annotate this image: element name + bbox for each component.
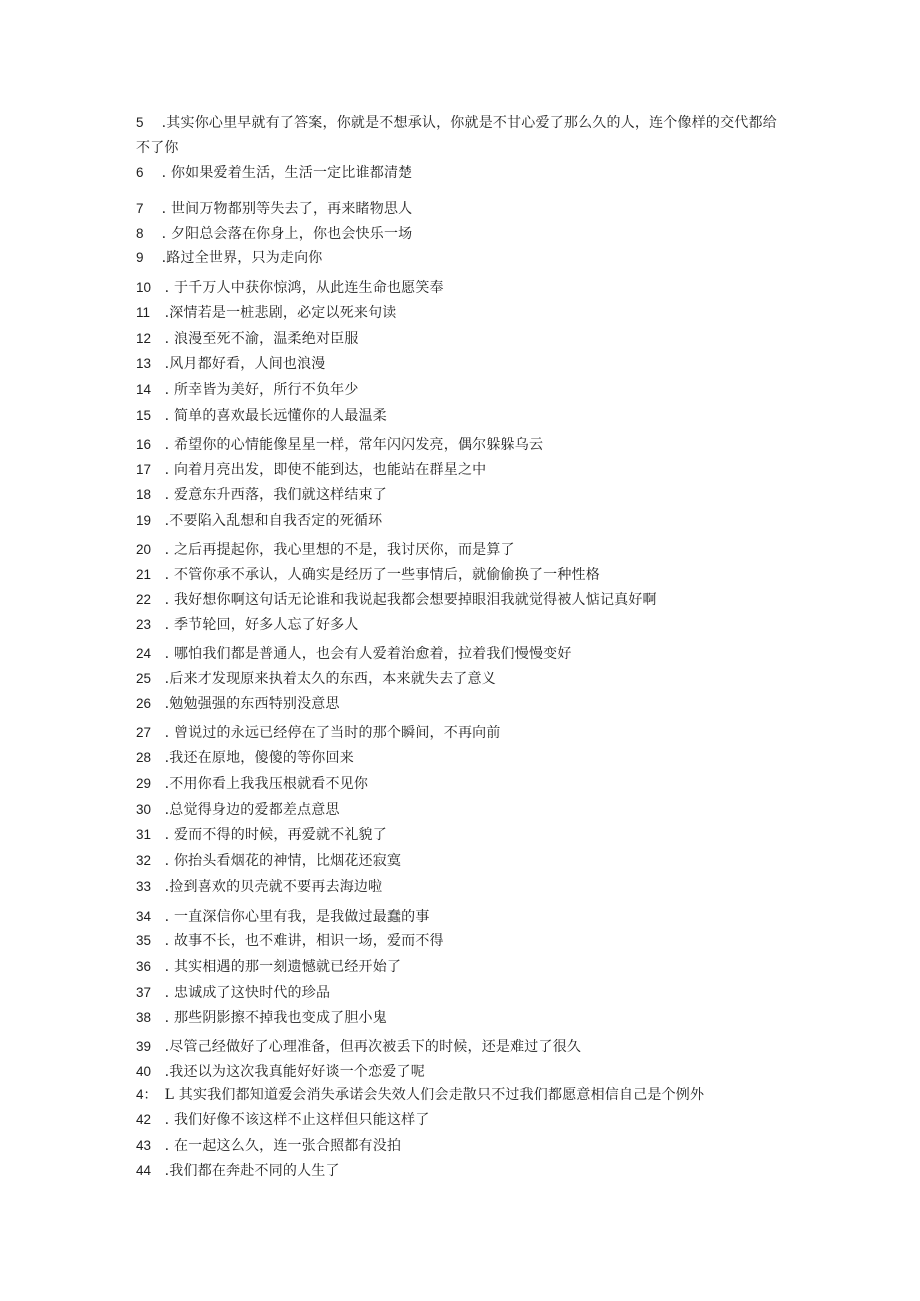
item-number: 23 <box>136 617 152 632</box>
item-text: .路过全世界，只为走向你 <box>157 250 323 266</box>
list-item <box>136 874 796 900</box>
item-number: 36 <box>136 959 152 974</box>
item-number: 44 <box>136 1163 152 1178</box>
item-text: . 其实相遇的那一刻遗憾就已经开始了 <box>160 959 402 975</box>
item-text: .风月都好看，人间也浪漫 <box>160 356 326 372</box>
list-item <box>136 300 796 326</box>
item-text: . 故事不长，也不难讲，相识一场，爱而不得 <box>160 933 444 949</box>
list-item <box>136 822 796 848</box>
list-item <box>136 666 796 692</box>
item-number: 26 <box>136 696 152 711</box>
item-number: 6 <box>136 165 144 180</box>
item-number: 27 <box>136 725 152 740</box>
list-item <box>136 928 796 954</box>
item-number: 25 <box>136 671 152 686</box>
item-number: 5 <box>136 115 144 130</box>
item-text: .我还在原地，傻傻的等你回来 <box>160 750 354 766</box>
item-number: 17 <box>136 462 152 477</box>
item-number: 24 <box>136 646 152 661</box>
list-item <box>136 848 796 874</box>
list-item <box>136 562 796 588</box>
item-text: . 世间万物都别等失去了，再来睹物思人 <box>157 201 413 217</box>
item-number: 19 <box>136 513 152 528</box>
item-text: . 我们好像不该这样不止这样但只能这样了 <box>160 1112 430 1128</box>
list-item <box>136 1133 796 1159</box>
item-text: . 简单的喜欢最长远懂你的人最温柔 <box>160 408 387 424</box>
list-item <box>136 403 796 429</box>
list-item <box>136 904 796 930</box>
item-number: 8 <box>136 226 144 241</box>
list-item <box>136 537 796 563</box>
list-item <box>136 160 796 186</box>
item-number: 30 <box>136 802 152 817</box>
item-number: 12 <box>136 331 152 346</box>
list-item <box>136 797 796 823</box>
item-number: 16 <box>136 437 152 452</box>
item-number: 33 <box>136 879 152 894</box>
list-item <box>136 1158 796 1184</box>
item-text: .其实你心里早就有了答案，你就是不想承认，你就是不甘心爱了那么久的人，连个像样的交代都给不了你 <box>136 115 777 156</box>
list-item <box>136 457 796 483</box>
item-number: 7 <box>136 201 144 216</box>
item-number: 40 <box>136 1064 152 1079</box>
list-item <box>136 1005 796 1031</box>
list-item <box>136 482 796 508</box>
list-item <box>136 980 796 1006</box>
item-number: 10 <box>136 280 152 295</box>
list-item <box>136 691 796 717</box>
list-item <box>136 221 796 247</box>
list-item <box>136 771 796 797</box>
list-item <box>136 245 796 271</box>
list-item <box>136 720 796 746</box>
item-number: 11 <box>136 305 151 320</box>
list-item <box>136 1034 796 1060</box>
item-number: 38 <box>136 1010 152 1025</box>
item-number: 39 <box>136 1039 152 1054</box>
item-number: 13 <box>136 356 152 371</box>
item-text: . 在一起这么久，连一张合照都有没拍 <box>160 1138 402 1154</box>
item-text: .后来才发现原来执着太久的东西，本来就失去了意义 <box>160 671 496 687</box>
item-number: 9 <box>136 250 144 265</box>
list-item <box>136 587 796 613</box>
item-text: . 于千万人中获你惊鸿，从此连生命也愿笑奉 <box>160 280 444 296</box>
item-text: .我们都在奔赴不同的人生了 <box>160 1163 340 1179</box>
item-text: . 忠诚成了这快时代的珍品 <box>160 985 331 1001</box>
item-text: . 希望你的心情能像星星一样，常年闪闪发亮，偶尔躲躲乌云 <box>160 437 544 453</box>
item-text: .捡到喜欢的贝壳就不要再去海边啦 <box>160 879 383 895</box>
item-number: 28 <box>136 750 152 765</box>
item-text: . 一直深信你心里有我，是我做过最蠢的事 <box>160 909 430 925</box>
list-item <box>136 326 796 352</box>
item-number: 37 <box>136 985 152 1000</box>
item-text: . 我好想你啊这句话无论谁和我说起我都会想要掉眼泪我就觉得被人惦记真好啊 <box>160 592 657 608</box>
item-text: . 爱而不得的时候，再爱就不礼貌了 <box>160 827 387 843</box>
list-item <box>136 196 796 222</box>
item-number: 20 <box>136 542 152 557</box>
item-number: 14 <box>136 382 152 397</box>
item-text: L 其实我们都知道爱会消失承诺会失效人们会走散只不过我们都愿意相信自己是个例外 <box>160 1087 705 1103</box>
item-text: . 你抬头看烟花的神情，比烟花还寂寞 <box>160 853 402 869</box>
list-item <box>136 377 796 403</box>
item-text: . 爱意东升西落，我们就这样结束了 <box>160 487 387 503</box>
item-text: .不要陷入乱想和自我否定的死循环 <box>160 513 383 529</box>
item-text: .不用你看上我我压根就看不见你 <box>160 776 369 792</box>
item-text: . 所幸皆为美好，所行不负年少 <box>160 382 359 398</box>
item-text: . 季节轮回，好多人忘了好多人 <box>160 617 359 633</box>
list-item <box>136 745 796 771</box>
item-text: .尽管己经做好了心理准备，但再次被丢下的时候，还是难过了很久 <box>160 1039 582 1055</box>
list-item <box>136 508 796 534</box>
list-item <box>136 432 796 458</box>
item-text: . 你如果爱着生活，生活一定比谁都清楚 <box>157 165 413 181</box>
item-text: . 曾说过的永远已经停在了当时的那个瞬间，不再向前 <box>160 725 501 741</box>
item-text: . 向着月亮出发，即使不能到达，也能站在群星之中 <box>160 462 487 478</box>
list-item <box>136 1107 796 1133</box>
list-item <box>136 1082 796 1108</box>
list-item <box>136 351 796 377</box>
list-item <box>136 641 796 667</box>
item-number: 22 <box>136 592 152 607</box>
item-text: . 夕阳总会落在你身上，你也会快乐一场 <box>157 226 413 242</box>
list-item <box>136 275 796 301</box>
item-text: .我还以为这次我真能好好谈一个恋爱了呢 <box>160 1064 425 1080</box>
item-text: . 那些阴影擦不掉我也变成了胆小鬼 <box>160 1010 387 1026</box>
item-number: 32 <box>136 853 152 868</box>
item-number: 34 <box>136 909 152 924</box>
item-text: .深情若是一桩悲剧，必定以死来句读 <box>160 305 397 321</box>
item-text: . 不管你承不承认，人确实是经历了一些事情后，就偷偷换了一种性格 <box>160 567 600 583</box>
item-number: 15 <box>136 408 152 423</box>
list-item <box>136 612 796 638</box>
list-item <box>136 954 796 980</box>
item-number: 31 <box>136 827 152 842</box>
item-number: 29 <box>136 776 152 791</box>
item-text: . 哪怕我们都是普通人，也会有人爱着治愈着，拉着我们慢慢变好 <box>160 646 572 662</box>
item-text: .勉勉强强的东西特别没意思 <box>160 696 340 712</box>
item-number: 35 <box>136 933 152 948</box>
item-number: 21 <box>136 567 152 582</box>
item-text: . 浪漫至死不渝，温柔绝对臣服 <box>160 331 359 347</box>
item-number: 42 <box>136 1112 152 1127</box>
item-number: 18 <box>136 487 152 502</box>
item-number: 4： <box>136 1087 158 1102</box>
list-item <box>136 110 786 161</box>
item-text: . 之后再提起你，我心里想的不是，我讨厌你，而是算了 <box>160 542 515 558</box>
item-number: 43 <box>136 1138 152 1153</box>
item-text: .总觉得身边的爱都差点意思 <box>160 802 340 818</box>
